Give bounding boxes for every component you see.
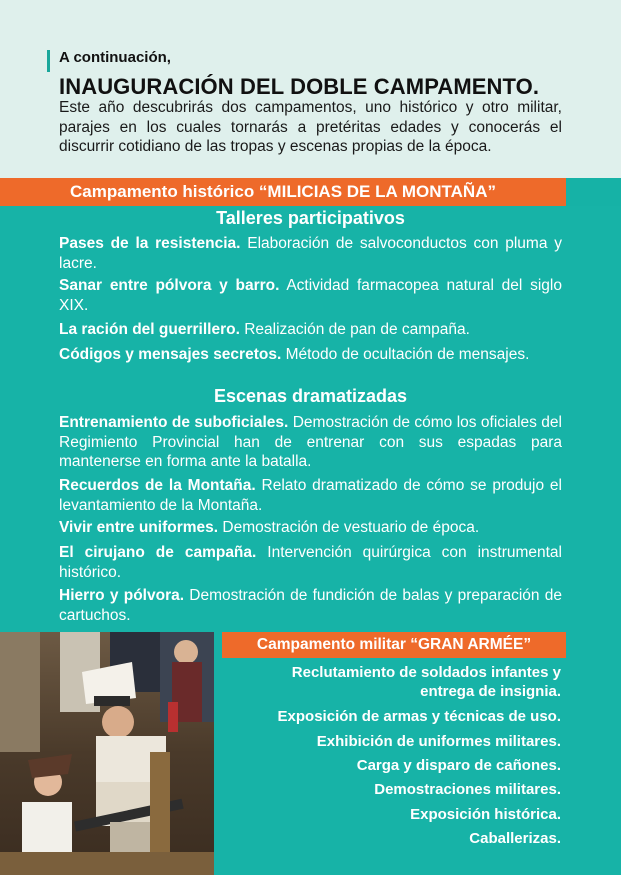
accent-bar (47, 50, 50, 72)
intro-body: Este año descubrirás dos campamentos, uno histórico y otro militar, parajes en los cuales tornarás a pretéritas edades y conocerás el discurrir cotidiano de las tropas y escenas propias de la época. (59, 99, 562, 155)
workshop-item: Códigos y mensajes secretos. Método de ocultación de mensajes. (59, 346, 530, 363)
military-item: Exhibición de uniformes militares. (316, 733, 561, 750)
intro-kicker: A continuación, (59, 49, 171, 66)
scene-item: Recuerdos de la Montaña. Relato dramatizado de cómo se produjo el levantamiento de la Montaña. (59, 477, 562, 514)
military-item: Demostraciones militares. (374, 781, 561, 798)
military-item: Exposición histórica. (410, 806, 561, 823)
intro-title: INAUGURACIÓN DEL DOBLE CAMPAMENTO. (59, 74, 540, 99)
scenes-heading: Escenas dramatizadas (213, 386, 408, 406)
military-camp-banner (222, 632, 566, 658)
workshop-item: La ración del guerrillero. Realización de pan de campaña. (59, 321, 470, 338)
military-item: Reclutamiento de soldados infantes y (291, 664, 561, 681)
reenactment-photo (0, 632, 214, 875)
military-item: Exposición de armas y técnicas de uso. (277, 708, 561, 725)
military-camp-banner-text: Campamento militar “GRAN ARMÉE” (256, 636, 532, 653)
scene-item: Hierro y pólvora. Demostración de fundición de balas y preparación de cartuchos. (59, 587, 562, 624)
military-item: entrega de insignia. (420, 683, 561, 700)
scene-item: El cirujano de campaña. Intervención quirúrgica con instrumental histórico. (59, 544, 562, 581)
workshops-heading: Talleres participativos (216, 208, 405, 228)
military-item: Caballerizas. (469, 830, 561, 847)
scene-item: Vivir entre uniformes. Demostración de vestuario de época. (59, 519, 480, 536)
scene-item: Entrenamiento de suboficiales. Demostración de cómo los oficiales del Regimiento Provincial han de entrenar con sus espadas para mantenerse en forma ante la batalla. (59, 414, 562, 470)
historic-camp-banner-text: Campamento histórico “MILICIAS DE LA MONTAÑA” (70, 182, 496, 201)
workshop-item: Pases de la resistencia. Elaboración de salvoconductos con pluma y lacre. (59, 235, 562, 272)
workshop-item: Sanar entre pólvora y barro. Actividad farmacopea natural del siglo XIX. (59, 277, 562, 314)
historic-camp-banner (0, 178, 566, 206)
military-item: Carga y disparo de cañones. (356, 757, 561, 774)
